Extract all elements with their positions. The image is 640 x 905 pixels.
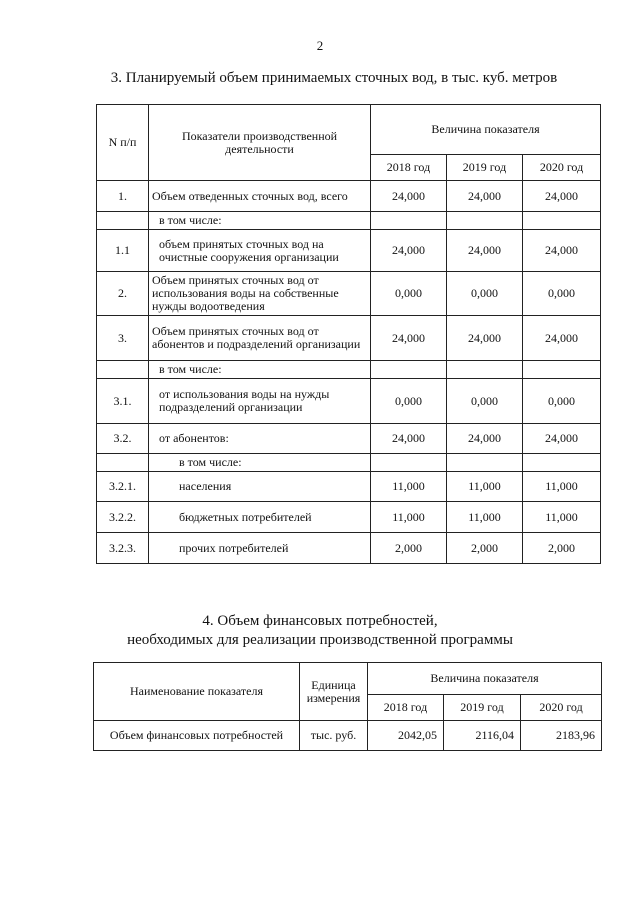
table-row bbox=[97, 212, 601, 230]
row-value: 2183,96 bbox=[521, 721, 602, 751]
row-value: 11,000 bbox=[447, 502, 523, 533]
section-3-title: 3. Планируемый объем принимаемых сточных вод, в тыс. куб. метров bbox=[110, 70, 558, 86]
row-value: 11,000 bbox=[447, 472, 523, 502]
row-value: 2,000 bbox=[371, 533, 447, 564]
row-value bbox=[447, 212, 523, 230]
row-value: 0,000 bbox=[447, 272, 523, 316]
row-value: 24,000 bbox=[447, 181, 523, 212]
row-label: в том числе: bbox=[149, 361, 371, 379]
wastewater-table bbox=[96, 104, 601, 564]
row-label: прочих потребителей bbox=[149, 533, 371, 564]
row-value: 24,000 bbox=[447, 230, 523, 272]
table-row bbox=[97, 424, 601, 454]
row-value: 24,000 bbox=[371, 181, 447, 212]
table-row bbox=[97, 454, 601, 472]
row-value bbox=[523, 454, 601, 472]
row-value: 2042,05 bbox=[368, 721, 444, 751]
row-value: 24,000 bbox=[371, 316, 447, 361]
row-value: 11,000 bbox=[371, 472, 447, 502]
row-value: 2116,04 bbox=[444, 721, 521, 751]
table-row bbox=[97, 502, 601, 533]
row-value bbox=[371, 361, 447, 379]
row-value: 0,000 bbox=[523, 272, 601, 316]
table-row bbox=[97, 316, 601, 361]
row-value: 24,000 bbox=[523, 230, 601, 272]
row-value: 0,000 bbox=[371, 272, 447, 316]
table-row bbox=[97, 361, 601, 379]
row-value: 24,000 bbox=[371, 230, 447, 272]
row-label: бюджетных потребителей bbox=[149, 502, 371, 533]
row-number bbox=[97, 454, 149, 472]
row-value: 11,000 bbox=[523, 472, 601, 502]
row-value: 24,000 bbox=[523, 316, 601, 361]
table-row bbox=[97, 181, 601, 212]
header-year: 2018 год bbox=[371, 155, 447, 181]
header-year: 2018 год bbox=[368, 695, 444, 721]
row-value: 24,000 bbox=[371, 424, 447, 454]
table-row bbox=[97, 272, 601, 316]
row-label: населения bbox=[149, 472, 371, 502]
row-value bbox=[447, 454, 523, 472]
row-number: 3.1. bbox=[97, 379, 149, 424]
row-number: 1.1 bbox=[97, 230, 149, 272]
row-label: объем принятых сточных вод на очистные сооружения организации bbox=[149, 230, 371, 272]
row-number bbox=[97, 361, 149, 379]
row-value bbox=[371, 212, 447, 230]
header-name: Наименование показателя bbox=[94, 663, 300, 721]
table-row bbox=[97, 230, 601, 272]
section-4-title-line2: необходимых для реализации производственной программы bbox=[127, 632, 513, 648]
financial-needs-table bbox=[93, 662, 602, 751]
header-year: 2019 год bbox=[447, 155, 523, 181]
row-value: 0,000 bbox=[371, 379, 447, 424]
row-value: 2,000 bbox=[447, 533, 523, 564]
table-row bbox=[94, 721, 602, 751]
row-value: 24,000 bbox=[447, 424, 523, 454]
row-label: Объем принятых сточных вод от абонентов и подразделений организации bbox=[149, 316, 371, 361]
row-number: 2. bbox=[97, 272, 149, 316]
row-value: 11,000 bbox=[523, 502, 601, 533]
header-indicator: Показатели производственной деятельности bbox=[149, 105, 371, 181]
row-number bbox=[97, 212, 149, 230]
row-label: Объем финансовых потребностей bbox=[94, 721, 300, 751]
section-4-title-line1: 4. Объем финансовых потребностей, bbox=[202, 613, 438, 629]
row-value bbox=[371, 454, 447, 472]
row-label: от использования воды на нужды подразделений организации bbox=[149, 379, 371, 424]
header-value: Величина показателя bbox=[368, 663, 602, 695]
row-number: 3.2. bbox=[97, 424, 149, 454]
row-number: 3.2.3. bbox=[97, 533, 149, 564]
table-row bbox=[97, 533, 601, 564]
row-value: 2,000 bbox=[523, 533, 601, 564]
row-label: в том числе: bbox=[149, 212, 371, 230]
header-unit: Единица измерения bbox=[300, 663, 368, 721]
header-year: 2019 год bbox=[444, 695, 521, 721]
table-row bbox=[97, 379, 601, 424]
row-value: 24,000 bbox=[447, 316, 523, 361]
row-value: 24,000 bbox=[523, 424, 601, 454]
header-num: N п/п bbox=[97, 105, 149, 181]
row-number: 3. bbox=[97, 316, 149, 361]
row-label: Объем отведенных сточных вод, всего bbox=[149, 181, 371, 212]
row-value bbox=[523, 361, 601, 379]
row-number: 3.2.2. bbox=[97, 502, 149, 533]
header-year: 2020 год bbox=[523, 155, 601, 181]
row-value bbox=[447, 361, 523, 379]
row-value: 0,000 bbox=[523, 379, 601, 424]
row-value: 0,000 bbox=[447, 379, 523, 424]
section-4-title bbox=[0, 612, 640, 650]
row-value bbox=[523, 212, 601, 230]
row-unit: тыс. руб. bbox=[300, 721, 368, 751]
row-value: 24,000 bbox=[523, 181, 601, 212]
row-number: 1. bbox=[97, 181, 149, 212]
row-label: от абонентов: bbox=[149, 424, 371, 454]
header-value: Величина показателя bbox=[371, 105, 601, 155]
header-year: 2020 год bbox=[521, 695, 602, 721]
row-label: в том числе: bbox=[149, 454, 371, 472]
row-value: 11,000 bbox=[371, 502, 447, 533]
table-row bbox=[97, 472, 601, 502]
row-label: Объем принятых сточных вод от использования воды на собственные нужды водоотведения bbox=[149, 272, 371, 316]
row-number: 3.2.1. bbox=[97, 472, 149, 502]
page-number: 2 bbox=[316, 38, 324, 53]
